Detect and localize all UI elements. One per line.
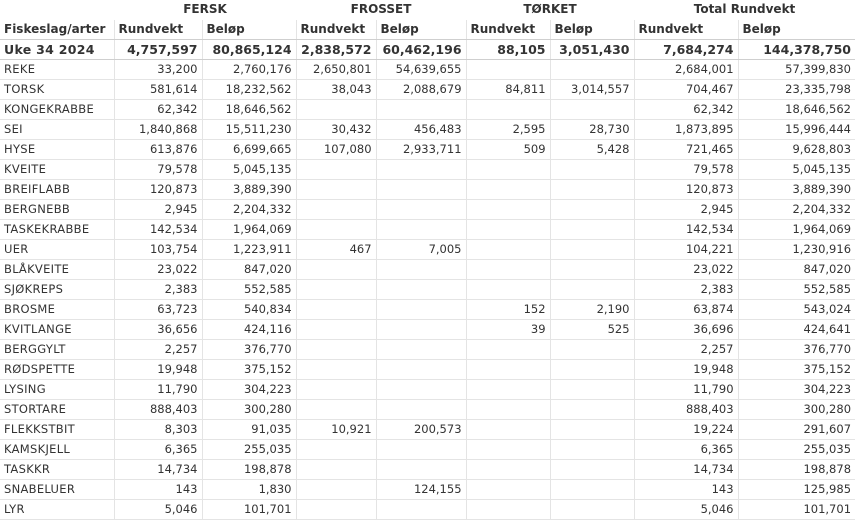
table-cell [550,199,634,219]
species-name: FLEKKSTBIT [0,419,114,439]
table-cell: 2,257 [114,339,202,359]
table-cell [466,179,550,199]
table-cell: 124,155 [376,479,466,499]
total-cell: 88,105 [466,39,550,59]
table-cell [550,459,634,479]
table-cell: 581,614 [114,79,202,99]
table-row [0,279,855,299]
col-header-fersk-rundvekt[interactable]: Rundvekt [114,20,202,40]
table-cell: 888,403 [634,399,738,419]
table-cell [296,439,376,459]
table-cell [376,159,466,179]
table-cell [550,279,634,299]
table-cell [296,359,376,379]
table-cell: 120,873 [114,179,202,199]
table-cell: 2,945 [634,199,738,219]
table-cell: 18,646,562 [202,99,296,119]
table-cell [550,239,634,259]
table-cell: 375,152 [202,359,296,379]
table-cell: 304,223 [202,379,296,399]
species-name: LYSING [0,379,114,399]
table-cell: 1,830 [202,479,296,499]
table-cell [550,479,634,499]
species-name: SNABELUER [0,479,114,499]
table-cell: 18,232,562 [202,79,296,99]
table-cell [296,379,376,399]
table-cell [550,259,634,279]
table-cell: 291,607 [738,419,855,439]
table-cell: 721,465 [634,139,738,159]
table-cell [296,179,376,199]
table-cell: 54,639,655 [376,59,466,79]
table-cell [466,479,550,499]
table-cell: 5,046 [114,499,202,519]
group-header-blank [0,0,114,20]
table-row [0,199,855,219]
table-row [0,299,855,319]
table-cell: 255,035 [202,439,296,459]
species-name: RØDSPETTE [0,359,114,379]
table-cell [466,239,550,259]
table-cell: 63,874 [634,299,738,319]
table-cell: 11,790 [114,379,202,399]
table-row [0,379,855,399]
col-header-torket-rundvekt[interactable]: Rundvekt [466,20,550,40]
table-cell [296,219,376,239]
table-cell [466,379,550,399]
table-cell: 125,985 [738,479,855,499]
col-header-frosset-rundvekt[interactable]: Rundvekt [296,20,376,40]
table-cell: 847,020 [202,259,296,279]
table-cell [376,259,466,279]
table-cell [466,399,550,419]
table-row [0,399,855,419]
group-header-total[interactable]: Total Rundvekt [693,2,796,17]
table-cell: 255,035 [738,439,855,459]
species-name: BROSME [0,299,114,319]
table-cell: 1,230,916 [738,239,855,259]
table-cell: 79,578 [634,159,738,179]
table-row [0,219,855,239]
total-row [0,39,855,59]
table-cell: 23,022 [114,259,202,279]
table-cell: 2,204,332 [202,199,296,219]
table-cell [296,259,376,279]
table-cell [296,399,376,419]
table-cell [376,499,466,519]
table-cell: 91,035 [202,419,296,439]
table-cell: 300,280 [738,399,855,419]
table-cell: 14,734 [634,459,738,479]
species-name: TASKKR [0,459,114,479]
species-name: BLÅKVEITE [0,259,114,279]
table-cell: 104,221 [634,239,738,259]
table-row [0,139,855,159]
table-cell: 36,696 [634,319,738,339]
table-cell: 2,190 [550,299,634,319]
total-label: Uke 34 2024 [0,39,114,59]
table-cell: 120,873 [634,179,738,199]
group-header-frosset[interactable]: FROSSET [350,2,412,17]
species-name: UER [0,239,114,259]
species-name: KONGEKRABBE [0,99,114,119]
table-cell [376,379,466,399]
table-cell: 5,045,135 [738,159,855,179]
table-cell: 6,699,665 [202,139,296,159]
table-cell: 23,022 [634,259,738,279]
table-cell [296,459,376,479]
table-cell: 1,964,069 [202,219,296,239]
table-cell: 107,080 [296,139,376,159]
table-cell: 38,043 [296,79,376,99]
table-cell [466,59,550,79]
table-cell [376,459,466,479]
total-cell: 7,684,274 [634,39,738,59]
table-cell: 18,646,562 [738,99,855,119]
species-name: BREIFLABB [0,179,114,199]
total-cell: 4,757,597 [114,39,202,59]
table-cell [376,199,466,219]
table-cell: 8,303 [114,419,202,439]
table-cell: 3,889,390 [738,179,855,199]
table-cell: 142,534 [114,219,202,239]
table-cell [466,339,550,359]
table-cell: 10,921 [296,419,376,439]
table-cell: 143 [634,479,738,499]
total-cell: 2,838,572 [296,39,376,59]
species-name: HYSE [0,139,114,159]
table-cell [296,279,376,299]
species-name: STORTARE [0,399,114,419]
species-name: SJØKREPS [0,279,114,299]
table-cell [550,379,634,399]
table-cell [466,219,550,239]
table-row [0,419,855,439]
group-header-row [0,0,855,20]
table-cell [466,259,550,279]
table-cell [296,299,376,319]
table-cell [296,319,376,339]
table-cell [296,99,376,119]
table-cell: 5,046 [634,499,738,519]
table-cell [550,359,634,379]
table-cell: 467 [296,239,376,259]
table-cell [466,499,550,519]
table-cell: 2,650,801 [296,59,376,79]
table-cell: 6,365 [114,439,202,459]
table-cell [296,479,376,499]
table-cell: 23,335,798 [738,79,855,99]
table-row [0,239,855,259]
table-cell: 19,948 [634,359,738,379]
total-cell: 3,051,430 [550,39,634,59]
species-name: KVEITE [0,159,114,179]
table-cell: 198,878 [202,459,296,479]
table-cell [296,339,376,359]
table-cell: 9,628,803 [738,139,855,159]
table-cell [376,319,466,339]
table-cell [550,159,634,179]
table-cell: 2,595 [466,119,550,139]
table-cell [376,99,466,119]
table-cell: 30,432 [296,119,376,139]
species-name: KAMSKJELL [0,439,114,459]
table-cell [376,219,466,239]
table-cell [466,359,550,379]
table-cell: 847,020 [738,259,855,279]
column-header-row [0,20,855,40]
col-header-total-belop[interactable]: Beløp [738,20,855,40]
table-cell: 2,257 [634,339,738,359]
table-row [0,159,855,179]
table-cell [550,59,634,79]
table-cell: 84,811 [466,79,550,99]
species-name: LYR [0,499,114,519]
table-cell [376,279,466,299]
table-cell: 6,365 [634,439,738,459]
table-cell: 509 [466,139,550,159]
table-cell: 304,223 [738,379,855,399]
table-cell [296,499,376,519]
table-cell: 2,760,176 [202,59,296,79]
table-row [0,359,855,379]
table-cell: 143 [114,479,202,499]
table-cell [296,159,376,179]
table-cell: 101,701 [202,499,296,519]
table-cell: 101,701 [738,499,855,519]
table-cell: 7,005 [376,239,466,259]
table-cell: 63,723 [114,299,202,319]
table-cell: 424,641 [738,319,855,339]
table-row [0,319,855,339]
group-header-fersk[interactable]: FERSK [183,2,227,17]
table-cell: 2,204,332 [738,199,855,219]
table-row [0,439,855,459]
table-cell: 2,088,679 [376,79,466,99]
table-cell: 62,342 [114,99,202,119]
col-header-fersk-belop[interactable]: Beløp [202,20,296,40]
table-cell: 704,467 [634,79,738,99]
table-row [0,59,855,79]
table-row [0,339,855,359]
table-row [0,179,855,199]
table-row [0,79,855,99]
col-header-frosset-belop[interactable]: Beløp [376,20,466,40]
table-cell: 36,656 [114,319,202,339]
table-row [0,499,855,519]
table-cell: 2,383 [114,279,202,299]
table-cell: 57,399,830 [738,59,855,79]
table-cell [376,399,466,419]
table-cell: 376,770 [202,339,296,359]
table-cell: 1,840,868 [114,119,202,139]
species-name: REKE [0,59,114,79]
table-row [0,479,855,499]
table-cell: 1,964,069 [738,219,855,239]
table-cell [466,159,550,179]
table-cell [466,439,550,459]
table-cell [376,179,466,199]
group-header-torket[interactable]: TØRKET [523,2,577,17]
table-cell: 2,383 [634,279,738,299]
table-cell [550,99,634,119]
table-cell: 1,873,895 [634,119,738,139]
table-cell [376,359,466,379]
col-header-torket-belop[interactable]: Beløp [550,20,634,40]
table-cell: 2,933,711 [376,139,466,159]
table-row [0,259,855,279]
table-cell: 300,280 [202,399,296,419]
table-cell: 14,734 [114,459,202,479]
table-cell [296,199,376,219]
table-cell: 11,790 [634,379,738,399]
table-cell: 1,223,911 [202,239,296,259]
table-cell [550,339,634,359]
table-cell: 613,876 [114,139,202,159]
table-cell: 424,116 [202,319,296,339]
table-cell [466,459,550,479]
table-cell: 152 [466,299,550,319]
total-cell: 60,462,196 [376,39,466,59]
total-cell: 80,865,124 [202,39,296,59]
table-cell [550,419,634,439]
table-cell [550,399,634,419]
table-row [0,119,855,139]
table-cell: 5,428 [550,139,634,159]
table-cell [550,179,634,199]
row-label-header[interactable]: Fiskeslag/arter [0,20,114,40]
table-cell: 142,534 [634,219,738,239]
species-name: TORSK [0,79,114,99]
table-cell: 525 [550,319,634,339]
table-cell: 79,578 [114,159,202,179]
table-cell: 62,342 [634,99,738,119]
species-name: SEI [0,119,114,139]
table-cell [466,419,550,439]
table-cell: 103,754 [114,239,202,259]
table-cell [466,199,550,219]
table-cell: 456,483 [376,119,466,139]
table-cell: 19,224 [634,419,738,439]
table-cell [376,339,466,359]
table-cell: 375,152 [738,359,855,379]
table-cell: 15,996,444 [738,119,855,139]
table-cell: 33,200 [114,59,202,79]
species-name: TASKEKRABBE [0,219,114,239]
table-cell: 3,014,557 [550,79,634,99]
table-cell: 2,945 [114,199,202,219]
table-cell: 19,948 [114,359,202,379]
table-cell: 5,045,135 [202,159,296,179]
table-cell [550,439,634,459]
table-cell: 376,770 [738,339,855,359]
species-name: KVITLANGE [0,319,114,339]
table-cell: 543,024 [738,299,855,319]
table-cell: 888,403 [114,399,202,419]
col-header-total-rundvekt[interactable]: Rundvekt [634,20,738,40]
table-cell [376,439,466,459]
table-cell [550,219,634,239]
species-name: BERGGYLT [0,339,114,359]
table-cell: 552,585 [738,279,855,299]
total-cell: 144,378,750 [738,39,855,59]
table-cell: 200,573 [376,419,466,439]
table-row [0,99,855,119]
table-row [0,459,855,479]
table-cell [466,99,550,119]
table-cell [466,279,550,299]
table-cell: 15,511,230 [202,119,296,139]
species-name: BERGNEBB [0,199,114,219]
table-cell [376,299,466,319]
table-cell: 2,684,001 [634,59,738,79]
table-cell: 39 [466,319,550,339]
table-cell: 3,889,390 [202,179,296,199]
table-cell: 198,878 [738,459,855,479]
table-cell: 28,730 [550,119,634,139]
table-cell: 552,585 [202,279,296,299]
table-cell [550,499,634,519]
table-cell: 540,834 [202,299,296,319]
